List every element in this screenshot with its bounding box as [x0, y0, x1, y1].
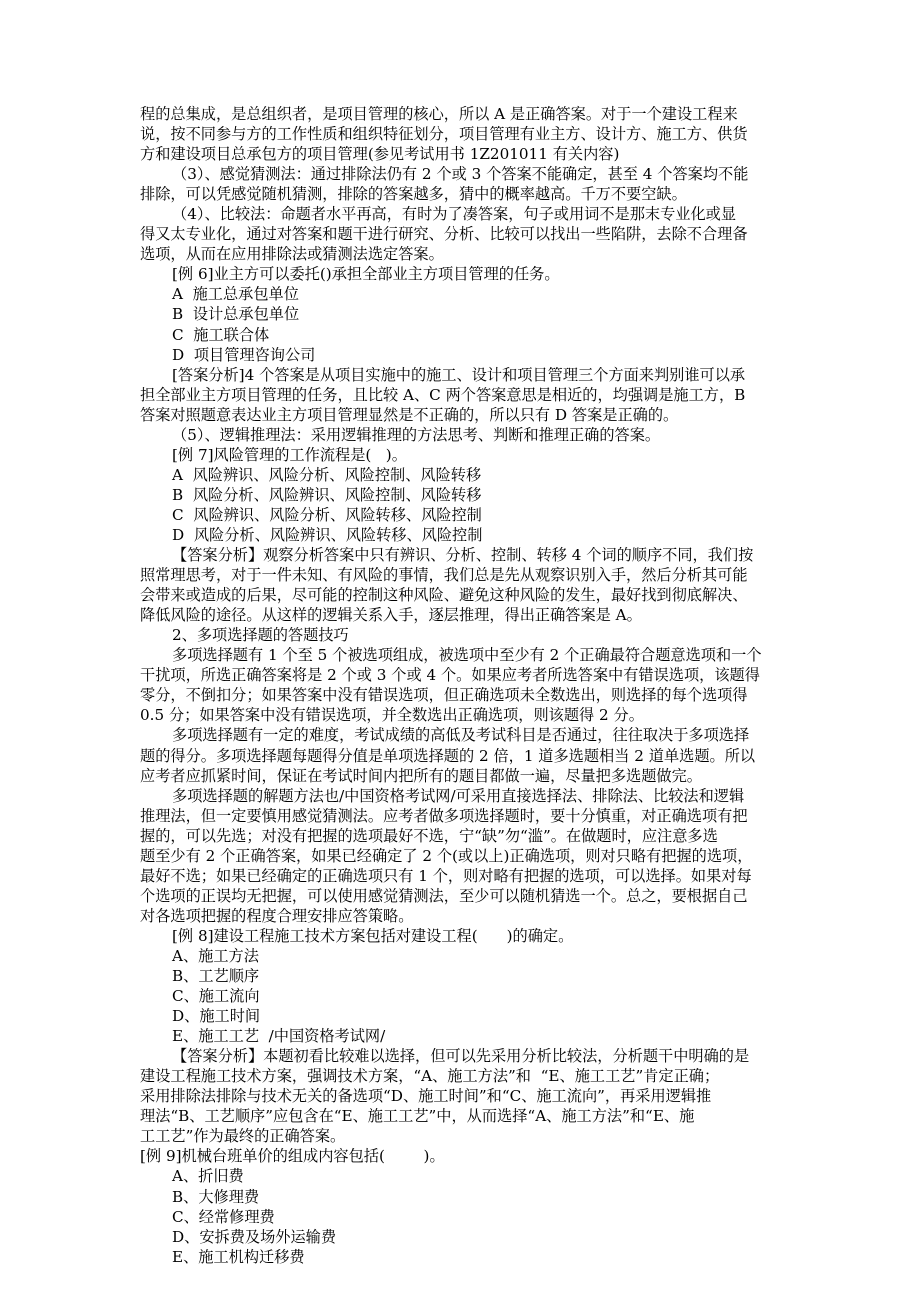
text-line: E、施工工艺 /中国资格考试网/ [172, 1027, 386, 1046]
text-line: [例 6]业主方可以委托()承担全部业主方项目管理的任务。 [172, 265, 560, 284]
text-line: （5）、逻辑推理法：采用逻辑推理的方法思考、判断和推理正确的答案。 [172, 425, 661, 444]
text-line: A、折旧费 [172, 1167, 244, 1186]
text-line: [答案分析]4 个答案是从项目实施中的施工、设计和项目管理三个方面来判别谁可以承 [172, 365, 746, 384]
text-line: 方和建设项目总承包方的项目管理(参见考试用书 1Z201011 有关内容) [140, 145, 620, 164]
text-line: 得又太专业化，通过对答案和题干进行研究、分析、比较可以找出一些陷阱，去除不合理备 [140, 225, 748, 244]
text-line: B、大修理费 [172, 1187, 260, 1206]
text-line: D 风险分析、风险辨识、风险转移、风险控制 [172, 525, 483, 544]
text-line: 零分，不倒扣分；如果答案中没有错误选项，但正确选项未全数选出，则选择的每个选项得 [140, 686, 748, 705]
text-line: 担全部业主方项目管理的任务，且比较 A、C 两个答案意思是相近的，均强调是施工方，B [140, 385, 746, 404]
text-line: [例 8]建设工程施工技术方案包括对建设工程( )的确定。 [172, 926, 574, 945]
text-line: 多项选择题有一定的难度，考试成绩的高低及考试科目是否通过，往往取决于多项选择 [172, 726, 750, 745]
text-line: 排除，可以凭感觉随机猜测，排除的答案越多，猜中的概率越高。千万不要空缺。 [140, 185, 687, 204]
text-line: 理法“B、工艺顺序”应包含在“E、施工工艺”中，从而选择“A、施工方法”和“E、施 [140, 1107, 695, 1126]
text-line: 最好不选；如果已经确定的正确选项只有 1 个，则对略有把握的选项，可以选择。如果对每 [140, 866, 752, 885]
text-line: 握的，可以先选；对没有把握的选项最好不选，宁“缺”勿“滥”。在做题时，应注意多选 [140, 826, 718, 845]
text-line: B、工艺顺序 [172, 967, 260, 986]
text-line: 干扰项，所选正确答案将是 2 个或 3 个或 4 个。如果应考者所选答案中有错误选项，该题得 [140, 666, 760, 685]
text-line: A 施工总承包单位 [172, 285, 299, 304]
text-line: 多项选择题有 1 个至 5 个被选项组成，被选项中至少有 2 个正确最符合题意选项和一个 [172, 646, 762, 665]
text-line: 工工艺”作为最终的正确答案。 [140, 1127, 346, 1146]
text-line: C 施工联合体 [172, 325, 270, 344]
text-line: 对各选项把握的程度合理安排应答策略。 [140, 906, 414, 925]
text-line: 说，按不同参与方的工作性质和组织特征划分，项目管理有业主方、设计方、施工方、供货 [140, 125, 748, 144]
text-line: D、施工时间 [172, 1007, 261, 1026]
text-line: C、施工流向 [172, 987, 260, 1006]
text-line: 0.5 分；如果答案中没有错误选项，并全数选出正确选项，则该题得 2 分。 [140, 706, 644, 725]
text-line: 程的总集成，是总组织者，是项目管理的核心，所以 A 是正确答案。对于一个建设工程来 [140, 105, 738, 123]
text-line: 【答案分析】观察分析答案中只有辨识、分析、控制、转移 4 个词的顺序不同，我们按 [172, 546, 754, 565]
text-line: 降低风险的途径。从这样的逻辑关系入手，逐层推理，得出正确答案是 A。 [140, 606, 642, 625]
text-line: A、施工方法 [172, 946, 259, 965]
text-line: 选项，从而在应用排除法或猜测法选定答案。 [140, 245, 444, 264]
text-line: B 设计总承包单位 [172, 305, 300, 324]
text-line: 个选项的正误均无把握，可以使用感觉猜测法，至少可以随机猜选一个。总之，要根据自己 [140, 886, 748, 905]
text-line: A 风险辨识、风险分析、风险控制、风险转移 [172, 465, 482, 484]
text-line: C 风险辨识、风险分析、风险转移、风险控制 [172, 505, 482, 524]
text-line: （4）、比较法：命题者水平再高，有时为了凑答案，句子或用词不是那末专业化或显 [172, 205, 737, 224]
text-line: 2、多项选择题的答题技巧 [172, 626, 349, 645]
text-line: 照常理思考，对于一件未知、有风险的事情，我们总是先从观察识别入手，然后分析其可能 [140, 566, 748, 585]
text-line: 【答案分析】本题初看比较难以选择，但可以先采用分析比较法，分析题干中明确的是 [172, 1047, 750, 1066]
text-line: B 风险分析、风险辨识、风险控制、风险转移 [172, 485, 482, 504]
text-line: 题至少有 2 个正确答案，如果已经确定了 2 个(或以上)正确选项，则对只略有把握的选项， [140, 846, 753, 865]
text-line: [例 7]风险管理的工作流程是( )。 [172, 445, 407, 464]
text-line: [例 9]机械台班单价的组成内容包括( )。 [140, 1147, 445, 1166]
text-line: D、安拆费及场外运输费 [172, 1227, 337, 1246]
text-line: 答案对照题意表达业主方项目管理显然是不正确的，所以只有 D 答案是正确的。 [140, 405, 679, 424]
text-line: 应考者应抓紧时间，保证在考试时间内把所有的题目都做一遍，尽量把多选题做完。 [140, 766, 702, 785]
text-line: 建设工程施工技术方案，强调技术方案，“A、施工方法”和 “E、施工工艺”肯定正确； [140, 1067, 720, 1086]
text-line: 会带来或造成的后果，尽可能的控制这种风险、避免这种风险的发生，最好找到彻底解决、 [140, 586, 748, 605]
text-line: D 项目管理咨询公司 [172, 345, 316, 364]
text-line: （3）、感觉猜测法：通过排除法仍有 2 个或 3 个答案不能确定，甚至 4 个答案均不能 [172, 165, 749, 184]
text-line: 推理法，但一定要慎用感觉猜测法。应考者做多项选择题时，要十分慎重，对正确选项有把 [140, 806, 748, 825]
text-line: 题的得分。多项选择题每题得分值是单项选择题的 2 倍，1 道多选题相当 2 道单选题。所以 [140, 746, 756, 765]
text-line: 采用排除法排除与技术无关的备选项“D、施工时间”和“C、施工流向”，再采用逻辑推 [140, 1087, 712, 1106]
text-line: C、经常修理费 [172, 1207, 275, 1226]
text-line: E、施工机构迁移费 [172, 1247, 305, 1266]
document-body [140, 104, 788, 1267]
text-line: 多项选择题的解题方法也/中国资格考试网/可采用直接选择法、排除法、比较法和逻辑 [172, 786, 745, 805]
